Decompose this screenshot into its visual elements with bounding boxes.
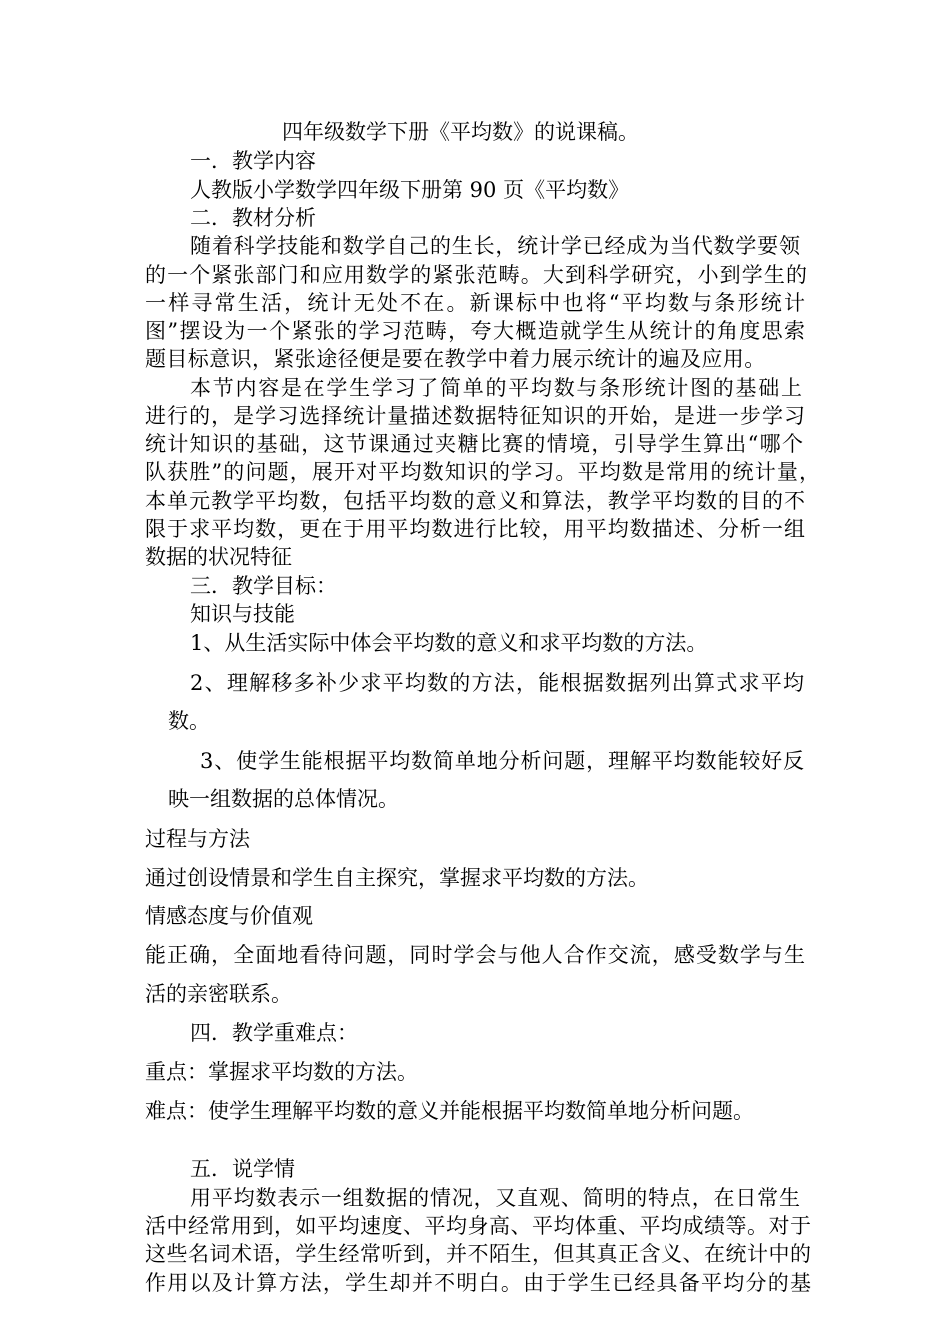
section5-para-line: 活中经常用到，如平均速度、平均身高、平均体重、平均成绩等。对于 (145, 1214, 811, 1238)
section3-subheading-attitude: 情感态度与价值观 (145, 904, 313, 928)
process-text: 通过创设情景和学生自主探究，掌握求平均数的方法。 (145, 866, 649, 890)
section2-para1-line: 图”摆设为一个紧张的学习范畴，夸大概造就学生从统计的角度思索 (145, 319, 805, 343)
attitude-text-cont: 活的亲密联系。 (145, 982, 292, 1006)
objective-item-3: 3、使学生能根据平均数简单地分析问题，理解平均数能较好反 (200, 749, 804, 773)
section5-para-line: 用平均数表示一组数据的情况，又直观、简明的特点，在日常生 (190, 1186, 800, 1210)
section1-heading: 一．教学内容 (190, 149, 316, 173)
difficulty-point: 难点：使学生理解平均数的意义并能根据平均数简单地分析问题。 (145, 1099, 754, 1123)
section4-heading: 四．教学重难点： (190, 1021, 358, 1045)
section2-para2-line: 进行的，是学习选择统计量描述数据特征知识的开始，是进一步学习 (145, 404, 805, 428)
document-title: 四年级数学下册《平均数》的说课稿。 (282, 120, 639, 144)
section5-heading: 五．说学情 (190, 1157, 295, 1181)
objective-item-1: 1、从生活实际中体会平均数的意义和求平均数的方法。 (190, 631, 708, 655)
section2-para2-line: 数据的状况特征 (145, 545, 292, 569)
section2-para2-line: 本单元教学平均数，包括平均数的意义和算法，教学平均数的目的不 (145, 489, 805, 513)
section2-para2-line: 队获胜”的问题，展开对平均数知识的学习。平均数是常用的统计量， (145, 460, 820, 484)
section3-subheading-knowledge: 知识与技能 (190, 602, 295, 626)
section3-subheading-process: 过程与方法 (145, 827, 250, 851)
key-point: 重点：掌握求平均数的方法。 (145, 1060, 418, 1084)
section1-body: 人教版小学数学四年级下册第 90 页《平均数》 (190, 178, 630, 202)
objective-item-3-cont: 映一组数据的总体情况。 (168, 787, 399, 811)
section2-para1-line: 的一个紧张部门和应用数学的紧张范畴。大到科学研究，小到学生的 (145, 263, 807, 287)
section2-heading: 二．教材分析 (190, 206, 316, 230)
attitude-text: 能正确，全面地看待问题，同时学会与他人合作交流，感受数学与生 (145, 943, 805, 967)
section3-heading: 三．教学目标： (190, 574, 337, 598)
objective-item-2: 2、理解移多补少求平均数的方法，能根据数据列出算式求平均 (190, 671, 804, 695)
section2-para2-line: 本节内容是在学生学习了简单的平均数与条形统计图的基础上 (190, 376, 802, 400)
section2-para2-line: 统计知识的基础，这节课通过夹糖比赛的情境，引导学生算出“哪个 (145, 432, 803, 456)
section5-para-line: 这些名词术语，学生经常听到，并不陌生，但其真正含义、在统计中的 (145, 1242, 811, 1266)
section2-para1-line: 随着科学技能和数学自己的生长，统计学已经成为当代数学要领 (190, 234, 800, 258)
section2-para2-line: 限于求平均数，更在于用平均数进行比较，用平均数描述、分析一组 (145, 517, 805, 541)
objective-item-2-cont: 数。 (168, 709, 210, 733)
section2-para1-line: 题目标意识，紧张途径便是要在教学中着力展示统计的遍及应用。 (145, 347, 766, 371)
section5-para-line: 作用以及计算方法，学生却并不明白。由于学生已经具备平均分的基 (145, 1271, 811, 1295)
section2-para1-line: 一样寻常生活，统计无处不在。新课标中也将“平均数与条形统计 (145, 291, 805, 315)
